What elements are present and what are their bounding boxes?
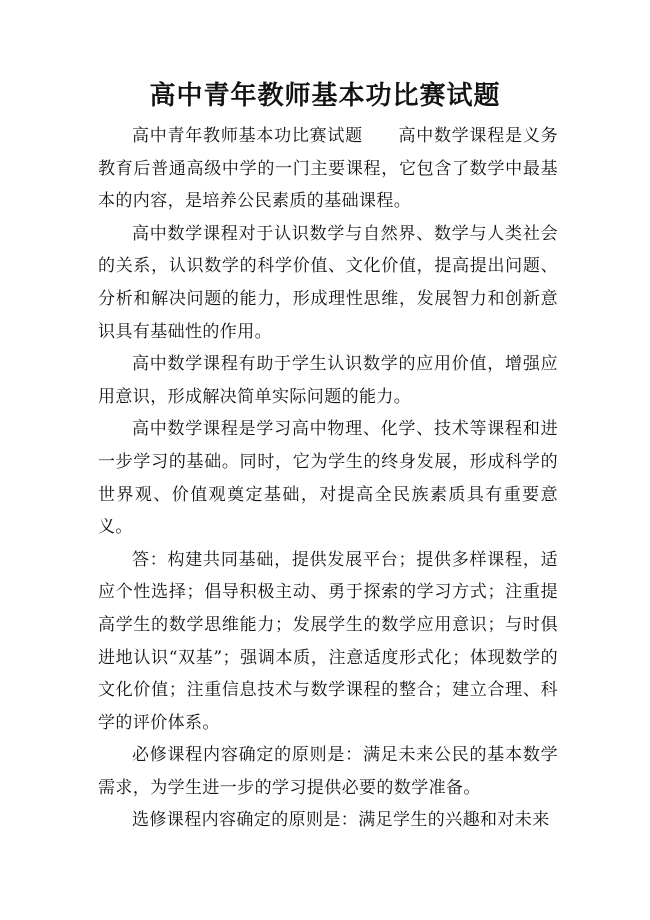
paragraph-elective-courses: 选修课程内容确定的原则是：满足学生的兴趣和对未来 [132, 810, 550, 831]
document-body [98, 120, 558, 837]
document-title: 高中青年教师基本功比赛试题 [149, 81, 501, 111]
paragraph-intro: 高中青年教师基本功比赛试题 高中数学课程是义务教育后普通高级中学的一门主要课程，它包含了数学中最基本的内容，是培养公民素质的基础课程。 [98, 126, 558, 212]
paragraph-course-role: 高中数学课程对于认识数学与自然界、数学与人类社会的关系，认识数学的科学价值、文化价值，提高提出问题、分析和解决问题的能力，形成理性思维，发展智力和创新意识具有基础性的作用。 [98, 223, 558, 342]
paragraph-required-courses: 必修课程内容确定的原则是：满足未来公民的基本数学需求，为学生进一步的学习提供必要的数学准备。 [98, 745, 558, 798]
paragraph-application-value: 高中数学课程有助于学生认识数学的应用价值，增强应用意识，形成解决简单实际问题的能力。 [98, 354, 558, 407]
paragraph-answer: 答：构建共同基础，提供发展平台；提供多样课程，适应个性选择；倡导积极主动、勇于探索的学习方式；注重提高学生的数学思维能力；发展学生的数学应用意识；与时俱进地认识“双基”；强调本质，注意适度形式化；体现数学的文化价值；注重信息技术与数学课程的整合；建立合理、科学的评价体系。 [98, 549, 558, 733]
paragraph-foundation: 高中数学课程是学习高中物理、化学、技术等课程和进一步学习的基础。同时，它为学生的终身发展，形成科学的世界观、价值观奠定基础，对提高全民族素质具有重要意义。 [98, 419, 558, 538]
